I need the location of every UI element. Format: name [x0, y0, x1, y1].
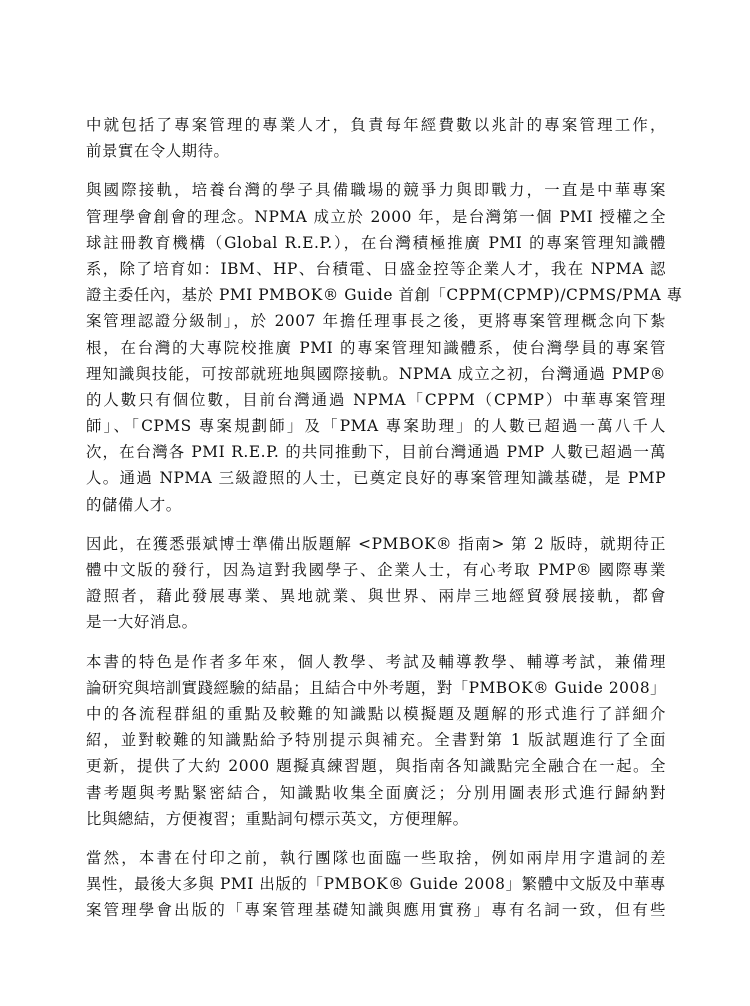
text-line: 更新，提供了大約 2000 題擬真練習題，與指南各知識點完全融合在一起。全: [86, 757, 666, 776]
text-line: 的人數只有個位數，目前台灣通過 NPMA「CPPM（CPMP）中華專案管理: [86, 390, 666, 409]
text-line: 管理學會創會的理念。NPMA 成立於 2000 年，是台灣第一個 PMI 授權之全: [86, 207, 666, 226]
text-line: 當然，本書在付印之前，執行團隊也面臨一些取捨，例如兩岸用字遣詞的差: [86, 848, 666, 867]
paragraph-5: [86, 845, 666, 924]
text-line: 比與總結，方便複習；重點詞句標示英文，方便理解。: [86, 809, 469, 828]
text-line: 證照者，藉此發展專業、異地就業、與世界、兩岸三地經貿發展接軌，都會: [86, 587, 666, 606]
text-line: 證主委任內，基於 PMI PMBOK® Guide 首創「CPPM(CPMP)/CPMS/PMA 專: [86, 286, 683, 305]
paragraph-2: [86, 177, 683, 517]
text-line: 中的各流程群組的重點及較難的知識點以模擬題及題解的形式進行了詳細介: [86, 704, 666, 723]
text-line: 的儲備人才。: [86, 495, 182, 514]
text-line: 中就包括了專案管理的專業人才，負責每年經費數以兆計的專案管理工作，: [86, 116, 666, 134]
text-line: 理知識與技能，可按部就班地與國際接軌。NPMA 成立之初，台灣通過 PMP®: [86, 364, 666, 383]
text-line: 體中文版的發行，因為這對我國學子、企業人士，有心考取 PMP® 國際專業: [86, 561, 666, 579]
text-line: 系，除了培育如：IBM、HP、台積電、日盛金控等企業人才，我在 NPMA 認: [86, 259, 666, 278]
text-line: 異性，最後大多與 PMI 出版的「PMBOK® Guide 2008」繁體中文版及中華專: [86, 875, 666, 894]
text-line: 根，在台灣的大專院校推廣 PMI 的專案管理知識體系，使台灣學員的專案管: [86, 338, 666, 357]
text-line: 次，在台灣各 PMI R.E.P. 的共同推動下，目前台灣通過 PMP 人數已超過一萬: [86, 443, 666, 462]
text-line: 與國際接軌，培養台灣的學子具備職場的競爭力與即戰力，一直是中華專案: [86, 181, 666, 200]
text-line: 是一大好消息。: [86, 613, 198, 632]
text-line: 因此，在獲悉張斌博士準備出版題解 <PMBOK® 指南> 第 2 版時，就期待正: [86, 534, 666, 553]
text-line: 前景實在令人期待。: [86, 142, 230, 161]
text-line: 人。通過 NPMA 三級證照的人士，已奠定良好的專案管理知識基礎，是 PMP: [86, 469, 666, 488]
paragraph-3: [86, 531, 666, 636]
text-line: 論研究與培訓實踐經驗的結晶；且結合中外考題，對「PMBOK® Guide 2008」: [86, 678, 667, 697]
text-line: 書考題與考點緊密結合，知識點收集全面廣泛；分別用圖表形式進行歸納對: [86, 783, 666, 802]
document-page: [86, 112, 683, 936]
text-line: 本書的特色是作者多年來，個人教學、考試及輔導教學、輔導考試，兼備理: [86, 652, 666, 671]
paragraph-4: [86, 649, 666, 832]
text-line: 案管理學會出版的「專案管理基礎知識與應用實務」專有名詞一致，但有些: [86, 901, 666, 920]
text-line: 師」、「CPMS 專案規劃師」及「PMA 專案助理」的人數已超過一萬八千人: [86, 417, 666, 436]
text-line: 案管理認證分級制」，於 2007 年擔任理事長之後，更將專案管理概念向下紮: [86, 312, 666, 331]
text-line: 紹，並對較難的知識點給予特別提示與補充。全書對第 1 版試題進行了全面: [86, 731, 666, 750]
text-line: 球註冊教育機構（Global R.E.P.），在台灣積極推廣 PMI 的專案管理知識體: [86, 233, 666, 252]
paragraph-1: [86, 112, 666, 164]
